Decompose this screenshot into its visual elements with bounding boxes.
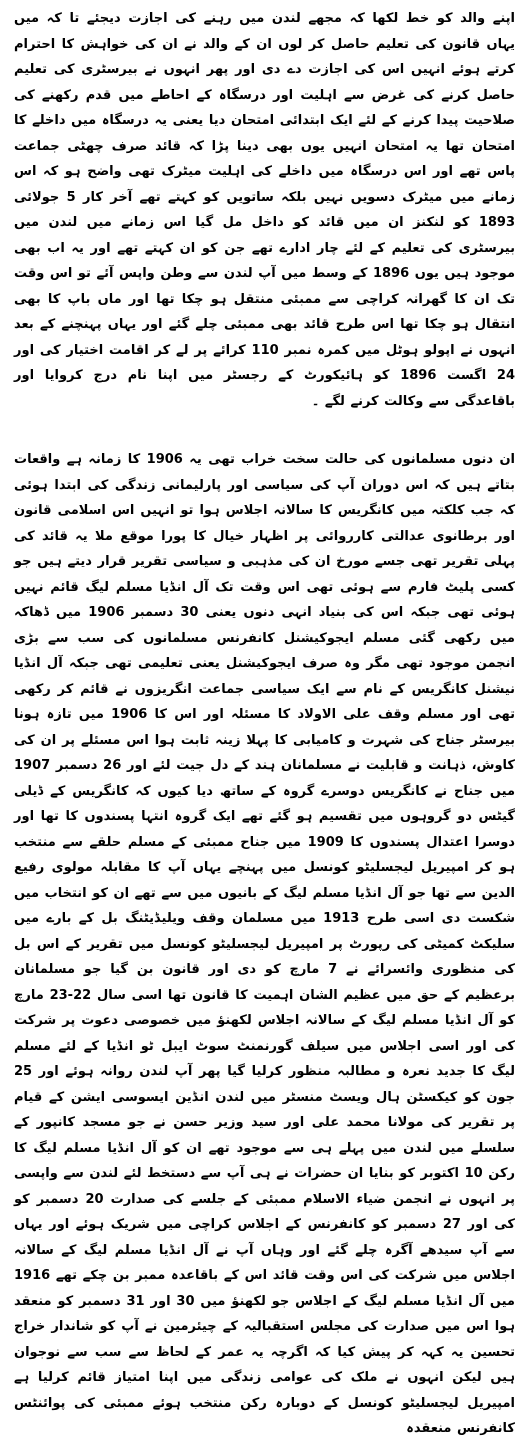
paragraph-1: اپنے والد کو خط لکھا کہ مجھے لندن میں رہنے کی اجازت دیجئے تا کہ میں یہاں قانون کی تعلیم حاصل کر لوں ان کے والد نے ان کی خواہش کا احترام کرتے ہوئے انہیں اس کی اجازت دے دی اور پھر انہوں نے بیرسٹری کی تعلیم حاصل کرنے کی غرض سے اہلیت اور درسگاہ کے احاطے میں قدم رکھنے کی صلاحیت پیدا کرنے کے لئے ایک ابتدائی امتحان دیا یعنی یہ درسگاہ میں داخلے کا امتحان تھا یہ امتحان انہیں یوں بھی دینا پڑا کہ قائد صرف چھٹی جماعت پاس تھے اور اس درسگاہ میں داخلے کی اہلیت میٹرک تھی واضح ہو کہ اس زمانے میں میٹرک دسویں نہیں بلکہ ساتویں کو کہتے تھے آخر کار 5 جولائی 1893 کو لنکنز ان میں قائد کو داخل مل گیا اس زمانے میں لندن میں بیرسٹری کی تعلیم کے لئے چار ادارے تھے جن کو ان کہتے تھے اور یہ اب بھی موجود ہیں یوں 1896 کے وسط میں آپ لندن سے وطن واپس آئے تو اس وقت تک ان کا گھرانہ کراچی سے ممبئی منتقل ہو چکا تھا اور ماں باپ کا بھی انتقال ہو چکا تھا اس طرح قائد بھی ممبئی چلے گئے اور یہاں پہنچنے کے بعد انہوں نے اپولو ہوٹل میں کمرہ نمبر 110 کرائے پر لے کر اقامت اختیار کی اور 24 اگست 1896 کو ہائیکورٹ کے رجسٹر میں اپنا نام درج کروایا اور باقاعدگی سے وکالت کرنے لگے ۔	[14, 11, 515, 409]
paragraph-2: ان دنوں مسلمانوں کی حالت سخت خراب تھی یہ 1906 کا زمانہ ہے واقعات بتاتے ہیں کہ اس دوران آپ کی سیاسی اور پارلیمانی زندگی کی ابتدا ہوئی کہ جب کلکتہ میں کانگریس کا سالانہ اجلاس ہوا تو انہیں اس اسلامی قانون اور برطانوی عدالتی کارروائی پر اظہار خیال کا پورا موقع ملا یہ قائد کی پہلی تقریر تھی جسے مورخ ان کی مذہبی و سیاسی تقریر قرار دیتے ہیں جو کسی پلیٹ فارم سے ہوئی تھی اس وقت تک آل انڈیا مسلم لیگ قائم نہیں ہوئی تھی جبکہ اس کی بنیاد انہی دنوں یعنی 30 دسمبر 1906 میں ڈھاکہ میں رکھی گئی مسلم ایجوکیشنل کانفرنس مسلمانوں کی سب سے بڑی انجمن موجود تھی مگر وہ صرف ایجوکیشنل یعنی تعلیمی تھی جبکہ آل انڈیا نیشنل کانگریس کے نام سے ایک سیاسی جماعت انگریزوں نے قائم کر رکھی تھی اور مسلم وقف علی الاولاد کا مسئلہ اور اس کا 1906 میں تازہ ہونا بیرسٹر جناح کی شہرت و کامیابی کا پہلا زینہ ثابت ہوا اس مسئلے پر ان کی کاوش، ذہانت و قابلیت نے مسلمانان ہند کے دل جیت لئے اور 26 دسمبر 1907 میں جناح نے کانگریس دوسرے گروہ کے ساتھ دیا کیوں کہ کانگریس کے ڈیلی گیٹس دو گروہوں میں تقسیم ہو گئے تھے ایک گروہ انتہا پسندوں کا تھا اور دوسرا اعتدال پسندوں کا 1909 میں جناح ممبئی کے مسلم حلقے سے منتخب ہو کر امپیریل لیجسلیٹو کونسل میں پہنچے یہاں آپ کا مقابلہ مولوی رفیع الدین سے تھا جو آل انڈیا مسلم لیگ کے بانیوں میں سے تھے ان کو انتخاب میں شکست دی اسی طرح 1913 میں مسلمان وقف ویلیڈیٹنگ بل کے بارے میں سلیکٹ کمیٹی کی رپورٹ پر امپیریل لیجسلیٹو کونسل میں تقریر کے اس بل کی منظوری وائسرائے نے 7 مارچ کو دی اور قانون بن گیا جو مسلمانان برعظیم کے حق میں عظیم الشان اہمیت کا قانون تھا اسی سال 22-23 مارچ کو آل انڈیا مسلم لیگ کے سالانہ اجلاس لکھنؤ میں خصوصی دعوت پر شرکت کی اور اسی اجلاس میں سیلف گورنمنٹ سوٹ ایبل ٹو انڈیا کے لئے مسلم لیگ کا جدید نعرہ و مطالبہ منظور کرلیا گیا پھر آپ لندن روانہ ہوئے اور 25 جون کو کیکسٹن ہال ویسٹ منسٹر میں لندن انڈین ایسوسی ایشن کے قیام پر تقریر کی مولانا محمد علی اور سید وزیر حسن نے جو مسجد کانپور کے سلسلے میں لندن میں پہلے ہی سے موجود تھے ان کو آل انڈیا مسلم لیگ کا رکن 10 اکتوبر کو بنایا ان حضرات نے ہی آپ سے دستخط لئے لندن سے واپسی پر انہوں نے انجمن ضیاء الاسلام ممبئی کے جلسے کی صدارت 20 دسمبر کو کی اور 27 دسمبر کو کانفرنس کے اجلاس کراچی میں شریک ہوئے اور یہاں سے آپ سیدھے آگرہ چلے گئے اور وہاں آپ نے آل انڈیا مسلم لیگ کے سالانہ اجلاس میں شرکت کی اس وقت قائد اس کے باقاعدہ ممبر بن چکے تھے 1916 میں آل انڈیا مسلم لیگ کے اجلاس جو لکھنؤ میں 30 اور 31 دسمبر کو منعقد ہوا اس میں صدارت کی مجلس استقبالیہ کے چیئرمین نے آپ کو شاندار خراج تحسین یہ کہہ کر پیش کیا کہ اگرچہ یہ عمر کے لحاظ سے سب سے نوجوان ہیں لیکن انہوں نے ملک کی عوامی زندگی میں اپنا امتیاز قائم کرلیا ہے امپیریل لیجسلیٹو کونسل کے دوبارہ رکن منتخب ہوئے ممبئی کی پوائنٹس کانفرنس منعقدہ	[14, 452, 516, 1436]
